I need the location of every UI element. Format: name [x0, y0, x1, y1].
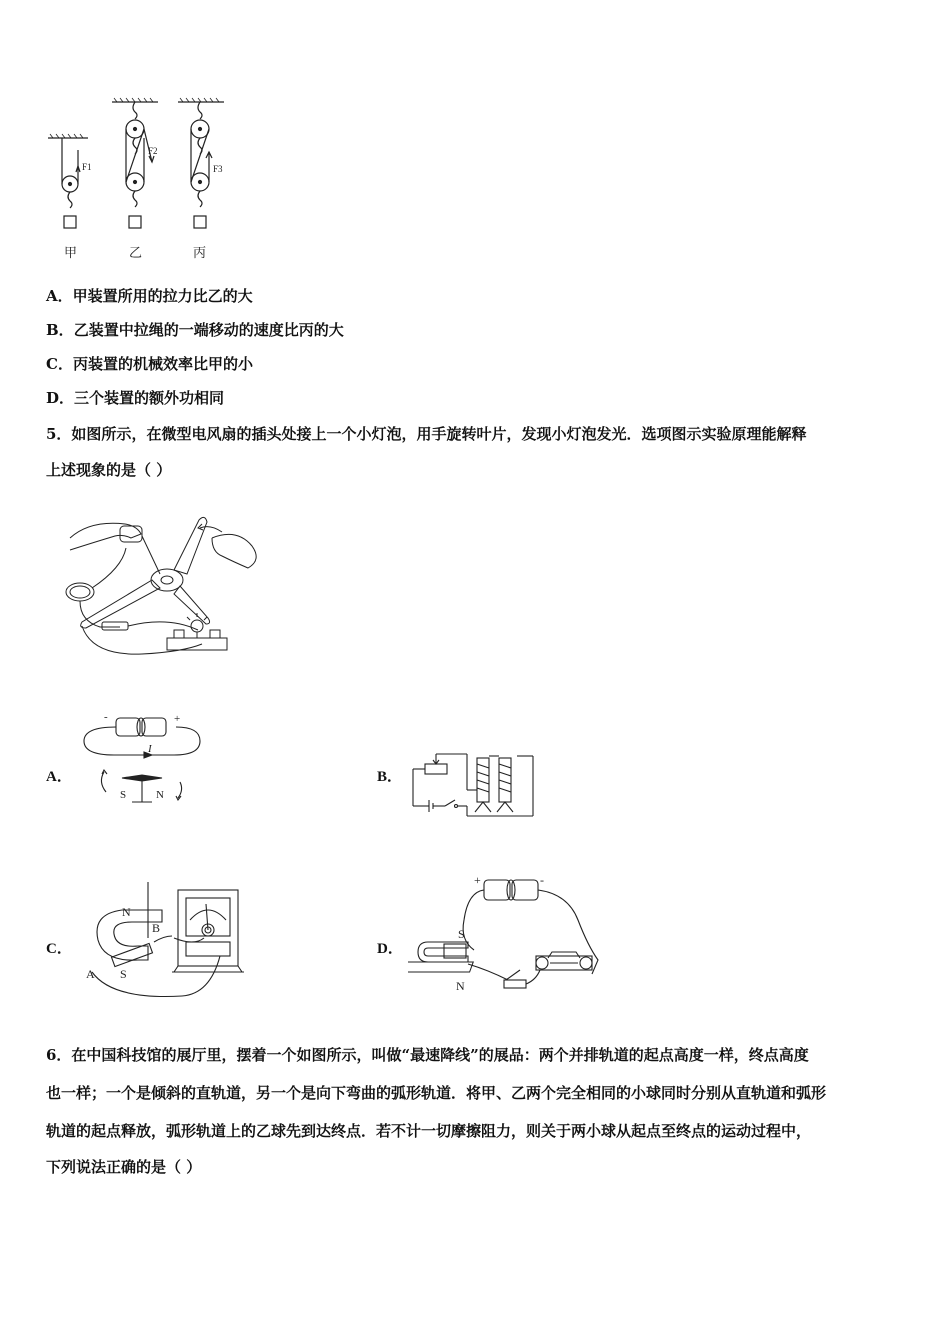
q5-stem-line2: 上述现象的是（ ） — [46, 461, 172, 479]
c-n-pole: N — [122, 905, 131, 919]
q5-stem-line1: 5．如图所示，在微型电风扇的插头处接上一个小灯泡，用手旋转叶片，发现小灯泡发光．选项图示实验原理能解释 — [46, 425, 807, 443]
a-current-symbol: I — [148, 743, 152, 755]
option-text: 三个装置的额外功相同 — [74, 389, 225, 407]
c-s-pole: S — [120, 967, 127, 981]
pulley-figure — [40, 92, 240, 267]
q5-choice-b-diagram — [405, 748, 540, 822]
c-b-label: B — [152, 921, 161, 935]
d-n-pole: N — [456, 979, 465, 993]
force-label-f1: F1 — [82, 162, 92, 172]
fan-illustration — [62, 508, 267, 663]
q6-stem-line1: 6．在中国科技馆的展厅里，摆着一个如图所示，叫做“最速降线”的展品：两个并排轨道的起点高度一样，终点高度 — [46, 1046, 809, 1064]
c-a-label: A — [86, 967, 95, 981]
option-letter: D． — [46, 389, 75, 407]
option-text: 丙装置的机械效率比甲的小 — [72, 355, 253, 373]
option-text: 甲装置所用的拉力比乙的大 — [72, 287, 253, 305]
option-letter: C． — [46, 355, 73, 373]
q4-option-b — [46, 320, 344, 340]
q5-choice-c-diagram — [82, 880, 252, 1010]
pulley-label-bing: 丙 — [193, 245, 207, 260]
q5-choice-b-label: B． — [377, 769, 403, 785]
q5-choice-c-label: C． — [46, 941, 72, 957]
pulley-label-jia: 甲 — [64, 245, 78, 260]
option-letter: A． — [46, 287, 73, 305]
q6-stem-line2: 也一样；一个是倾斜的直轨道，另一个是向下弯曲的弧形轨道．将甲、乙两个完全相同的小球同时分别从直轨道和弧形 — [46, 1084, 827, 1102]
q6-stem-line3: 轨道的起点释放，弧形轨道上的乙球先到达终点．若不计一切摩擦阻力，则关于两小球从起点至终点的运动过程中， — [46, 1122, 812, 1140]
d-minus-symbol: - — [540, 873, 544, 887]
d-plus-symbol: + — [474, 873, 481, 887]
d-s-pole: S — [458, 927, 465, 941]
option-text: 乙装置中拉绳的一端移动的速度比丙的大 — [73, 321, 344, 339]
q4-option-a — [46, 286, 253, 306]
option-letter: B． — [46, 321, 74, 339]
a-s-pole: S — [120, 789, 127, 801]
q4-option-c — [46, 354, 253, 374]
q5-choice-a-diagram — [82, 710, 202, 810]
force-label-f2: F2 — [148, 146, 158, 156]
q5-choice-d-label: D． — [377, 941, 403, 957]
pulley-label-yi: 乙 — [129, 245, 143, 260]
a-minus-symbol: - — [104, 711, 108, 723]
q5-choice-d-diagram — [408, 872, 608, 997]
q4-option-d — [46, 388, 224, 408]
force-label-f3: F3 — [213, 164, 223, 174]
a-plus-symbol: + — [174, 713, 181, 725]
a-n-pole: N — [156, 789, 164, 801]
q6-stem-line4: 下列说法正确的是（ ） — [46, 1158, 202, 1176]
q5-choice-a-label: A． — [46, 769, 72, 785]
